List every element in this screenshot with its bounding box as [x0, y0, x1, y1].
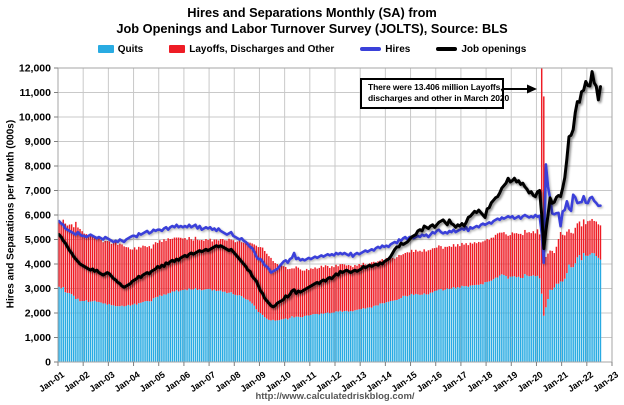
svg-text:Jan-08: Jan-08: [213, 369, 243, 395]
legend-label-job-openings: Job openings: [461, 43, 527, 55]
svg-text:Jan-04: Jan-04: [112, 369, 142, 395]
svg-text:Jan-22: Jan-22: [565, 369, 595, 395]
svg-text:7,000: 7,000: [24, 185, 51, 197]
svg-text:Jan-15: Jan-15: [389, 369, 419, 395]
svg-text:Jan-01: Jan-01: [37, 369, 67, 395]
svg-text:Jan-03: Jan-03: [87, 369, 117, 395]
svg-text:5,000: 5,000: [24, 234, 51, 246]
y-axis-labels: [19, 63, 51, 369]
svg-text:Jan-10: Jan-10: [263, 369, 293, 395]
svg-text:9,000: 9,000: [24, 136, 51, 148]
svg-text:Jan-21: Jan-21: [540, 369, 570, 395]
svg-text:6,000: 6,000: [24, 209, 51, 222]
annotation-line2: discharges and other in March 2020: [368, 93, 510, 104]
svg-text:2,000: 2,000: [24, 307, 51, 320]
svg-text:Jan-19: Jan-19: [490, 369, 520, 395]
svg-text:Jan-13: Jan-13: [339, 369, 369, 395]
svg-text:8,000: 8,000: [24, 160, 51, 173]
svg-text:Jan-18: Jan-18: [465, 369, 495, 395]
svg-text:1,000: 1,000: [24, 332, 51, 344]
chart-title-line2: Job Openings and Labor Turnover Survey (JOLTS), Source: BLS: [116, 21, 508, 36]
y-axis-title: Hires and Separations per Month (000s): [5, 119, 17, 309]
svg-text:Jan-12: Jan-12: [314, 369, 344, 395]
legend-label-quits: Quits: [117, 43, 144, 55]
annotation-line1: There were 13.406 million Layoffs,: [368, 82, 503, 92]
svg-text:11,000: 11,000: [19, 87, 51, 99]
legend-label-layoffs-discharges-and-other: Layoffs, Discharges and Other: [189, 43, 335, 55]
svg-text:4,000: 4,000: [24, 258, 51, 271]
svg-text:Jan-06: Jan-06: [162, 369, 193, 395]
svg-text:Jan-09: Jan-09: [238, 369, 268, 395]
svg-text:10,000: 10,000: [18, 111, 51, 124]
svg-text:Jan-07: Jan-07: [188, 369, 218, 395]
legend-label-hires: Hires: [385, 43, 411, 55]
svg-text:Jan-17: Jan-17: [439, 369, 470, 395]
svg-text:0: 0: [45, 356, 51, 369]
svg-text:Jan-14: Jan-14: [364, 369, 394, 395]
svg-text:Jan-11: Jan-11: [289, 369, 318, 394]
svg-text:Jan-16: Jan-16: [414, 369, 444, 395]
svg-text:Jan-05: Jan-05: [137, 369, 167, 395]
svg-text:12,000: 12,000: [18, 62, 51, 75]
svg-text:Jan-20: Jan-20: [515, 369, 545, 395]
footer-url[interactable]: http://www.calculatedriskblog.com/: [255, 391, 415, 402]
svg-text:Jan-02: Jan-02: [62, 369, 92, 395]
annotation-callout: [360, 78, 510, 109]
svg-text:3,000: 3,000: [24, 283, 51, 295]
svg-text:Jan-23: Jan-23: [591, 369, 621, 395]
chart-title-line1: Hires and Separations Monthly (SA) from: [187, 5, 437, 20]
